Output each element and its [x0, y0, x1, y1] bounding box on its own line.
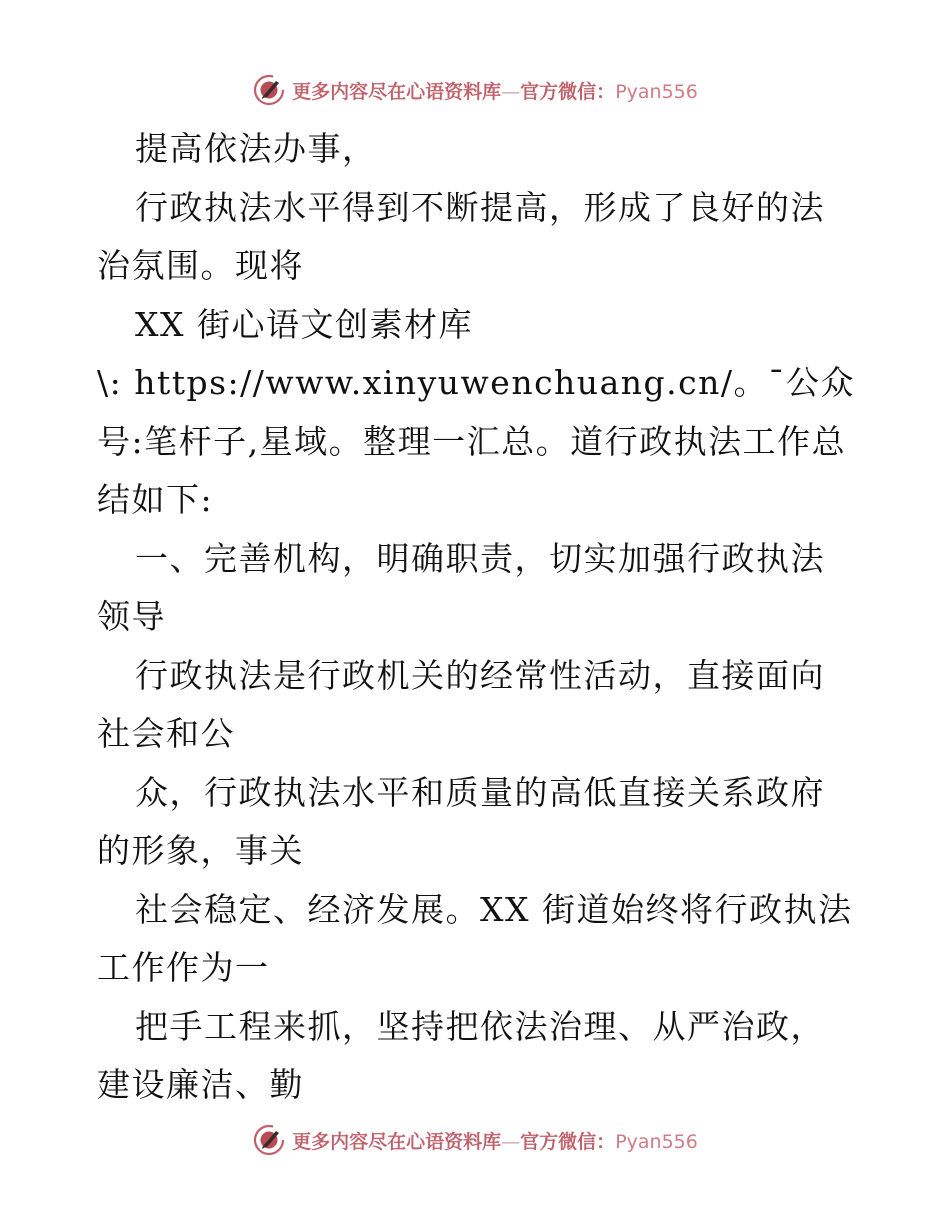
- footer-banner-separator: —: [501, 1130, 521, 1153]
- header-banner-part2: 官方微信：: [520, 80, 616, 103]
- paragraph-1: 提高依法办事，: [135, 129, 377, 168]
- header-banner-separator: —: [501, 80, 521, 103]
- paragraph-3: XX 街心语文创素材库: [135, 304, 473, 344]
- paragraph-2: 行政执法水平得到不断提高，形成了良好的法治氛围。现将: [97, 187, 825, 285]
- header-banner-text: [292, 77, 698, 104]
- paragraph-8: 社会稳定、经济发展。XX 街道始终将行政执法工作作为一: [97, 889, 853, 987]
- brush-seal-logo-icon: [252, 73, 286, 107]
- paragraph-5-section-heading: 一、完善机构，明确职责，切实加强行政执法领导: [97, 538, 825, 636]
- footer-banner: [0, 1120, 950, 1160]
- header-banner: [0, 70, 950, 110]
- paragraph-9: 把手工程来抓，坚持把依法治理、从严治政，建设廉洁、勤: [97, 1006, 825, 1104]
- header-banner-wechat-id: Pyan556: [615, 80, 698, 103]
- footer-banner-text: [292, 1127, 698, 1154]
- document-body: [97, 120, 857, 1115]
- header-banner-part1: 更多内容尽在心语资料库: [292, 80, 502, 103]
- footer-banner-part2: 官方微信：: [520, 1130, 616, 1153]
- paragraph-7: 众，行政执法水平和质量的高低直接关系政府的形象，事关: [97, 772, 825, 870]
- paragraph-6: 行政执法是行政机关的经常性活动，直接面向社会和公: [97, 655, 825, 753]
- brush-seal-logo-icon: [252, 1123, 286, 1157]
- paragraph-4: \: https://www.xinyuwenchuang.cn/。¯公众号:笔杆子,星域。整理一汇总。道行政执法工作总结如下:: [97, 363, 855, 519]
- footer-banner-wechat-id: Pyan556: [615, 1130, 698, 1153]
- footer-banner-part1: 更多内容尽在心语资料库: [292, 1130, 502, 1153]
